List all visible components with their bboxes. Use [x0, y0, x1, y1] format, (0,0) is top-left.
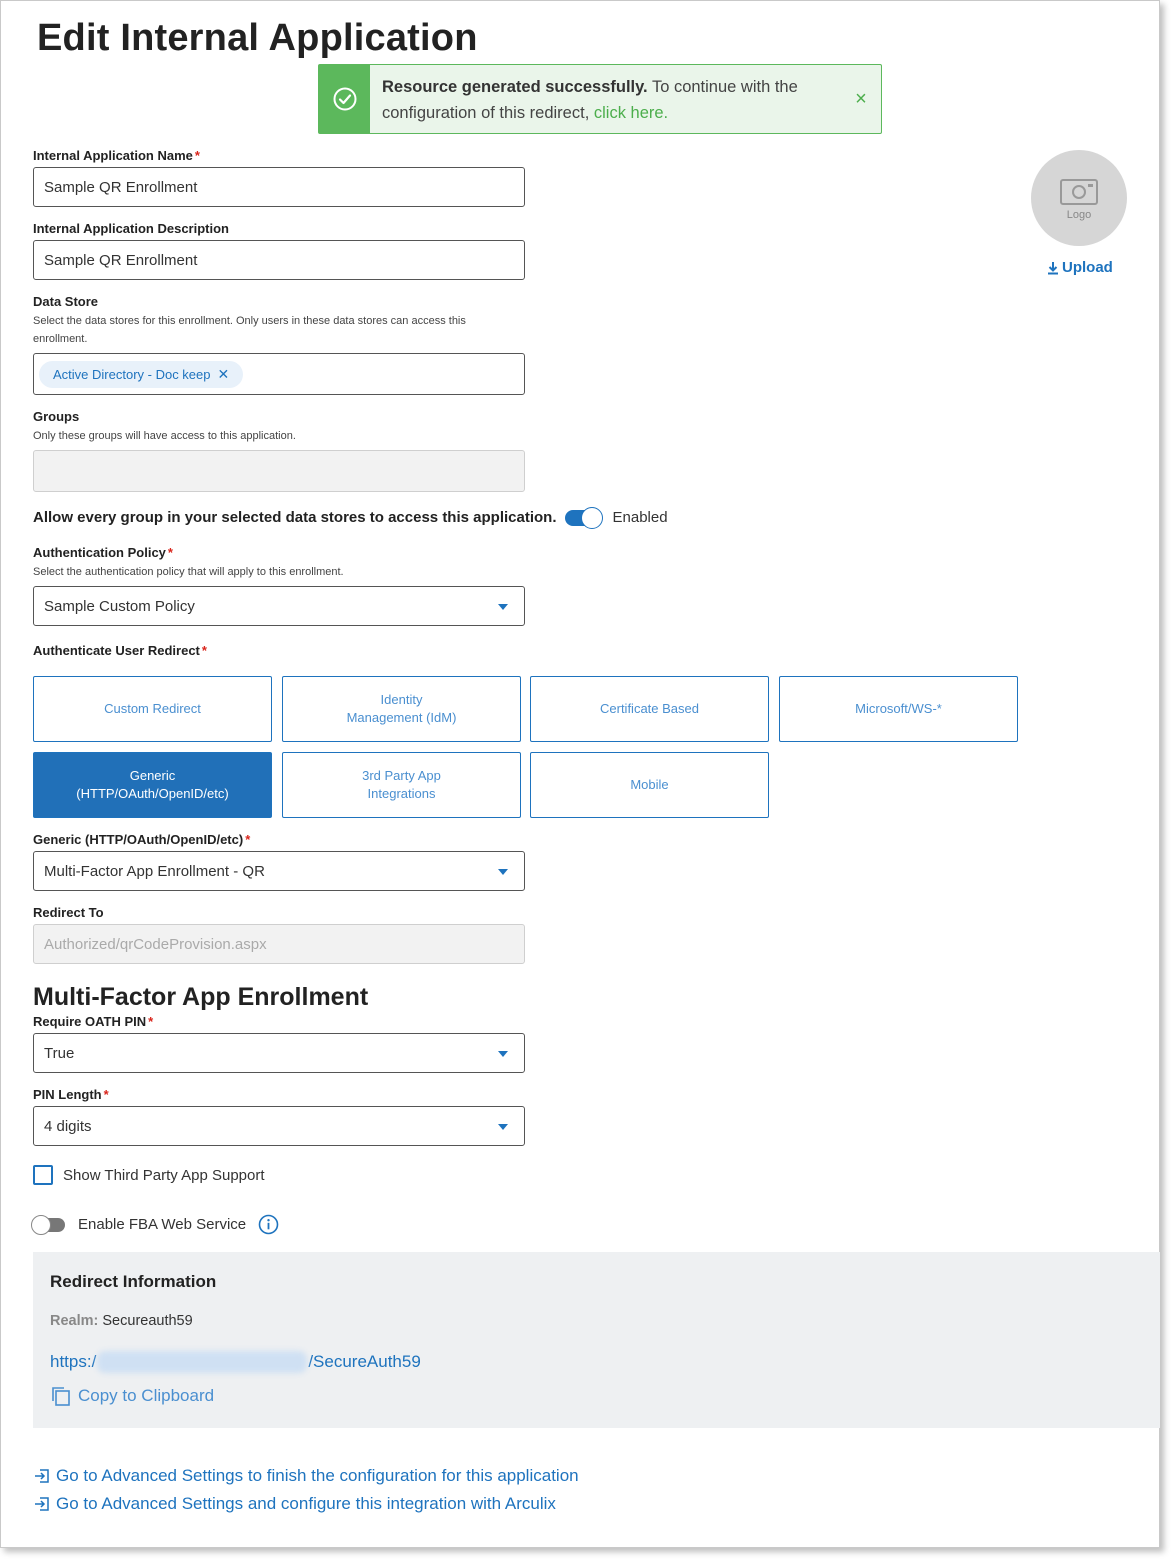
data-store-select[interactable]	[33, 353, 525, 395]
pin-length-label: PIN Length *	[33, 1087, 109, 1102]
redacted-host	[97, 1351, 307, 1373]
arculix-settings-link[interactable]: Go to Advanced Settings and configure this integration with Arculix	[34, 1494, 556, 1514]
generic-select[interactable]: Multi-Factor App Enrollment - QR	[33, 851, 525, 891]
auth-policy-label: Authentication Policy *	[33, 545, 173, 560]
allow-all-groups-row	[33, 509, 668, 526]
info-icon[interactable]	[258, 1214, 279, 1235]
app-name-label: Internal Application Name *	[33, 148, 200, 163]
chip-remove-icon[interactable]: ✕	[217, 365, 230, 382]
app-description-label: Internal Application Description	[33, 221, 229, 236]
redirect-option-third-party[interactable]: 3rd Party App Integrations	[282, 752, 521, 818]
camera-icon	[1059, 176, 1099, 206]
fba-label: Enable FBA Web Service	[78, 1216, 247, 1233]
success-check-icon	[319, 65, 370, 133]
app-name-input[interactable]: Sample QR Enrollment	[33, 167, 525, 207]
realm-text: Realm: Secureauth59	[50, 1313, 193, 1329]
fba-row	[33, 1214, 279, 1235]
redirect-option-idm[interactable]: Identity Management (IdM)	[282, 676, 521, 742]
allow-all-groups-state: Enabled	[612, 509, 668, 526]
redirect-to-label: Redirect To	[33, 905, 104, 920]
app-description-input[interactable]: Sample QR Enrollment	[33, 240, 525, 280]
success-toast	[318, 64, 882, 134]
third-party-row	[33, 1165, 265, 1185]
toast-bold-text: Resource generated successfully.	[382, 78, 648, 96]
auth-policy-help: Select the authentication policy that will apply to this enrollment.	[33, 566, 344, 578]
upload-button[interactable]	[1047, 259, 1113, 276]
redirect-url-link[interactable]: https:/ /SecureAuth59	[50, 1352, 421, 1371]
toast-close-icon[interactable]: ×	[855, 87, 867, 110]
mfa-section-title: Multi-Factor App Enrollment	[33, 983, 369, 1011]
redirect-option-microsoft[interactable]: Microsoft/WS-*	[779, 676, 1018, 742]
data-store-chip: Active Directory - Doc keep ✕	[39, 361, 243, 388]
copy-icon	[50, 1385, 72, 1407]
logo-placeholder	[1031, 150, 1127, 246]
fba-toggle[interactable]	[33, 1218, 65, 1232]
chevron-down-icon	[498, 1051, 508, 1057]
data-store-help: Select the data stores for this enrollment. Only users in these data stores can access this enrollment.	[33, 315, 466, 345]
pin-length-select[interactable]: 4 digits	[33, 1106, 525, 1146]
toast-click-here-link[interactable]: click here.	[593, 104, 669, 122]
enter-icon	[34, 1468, 50, 1484]
redirect-info-title: Redirect Information	[50, 1272, 217, 1291]
enter-icon	[34, 1496, 50, 1512]
chevron-down-icon	[498, 604, 508, 610]
generic-label: Generic (HTTP/OAuth/OpenID/etc) *	[33, 832, 251, 847]
redirect-info-panel	[33, 1252, 1160, 1428]
groups-label: Groups	[33, 409, 80, 424]
allow-all-groups-toggle[interactable]	[565, 510, 601, 526]
allow-all-groups-label: Allow every group in your selected data stores to access this application.	[33, 509, 557, 526]
copy-to-clipboard-button[interactable]: Copy to Clipboard	[50, 1385, 214, 1407]
third-party-label: Show Third Party App Support	[63, 1166, 265, 1184]
chevron-down-icon	[498, 1124, 508, 1130]
data-store-label: Data Store	[33, 294, 99, 309]
advanced-settings-link[interactable]: Go to Advanced Settings to finish the configuration for this application	[34, 1466, 579, 1486]
groups-select	[33, 450, 525, 492]
download-icon	[1047, 261, 1059, 275]
third-party-checkbox[interactable]	[33, 1165, 53, 1185]
require-pin-label: Require OATH PIN *	[33, 1014, 154, 1029]
groups-help: Only these groups will have access to this application.	[33, 430, 296, 442]
redirect-option-certificate[interactable]: Certificate Based	[530, 676, 769, 742]
redirect-option-mobile[interactable]: Mobile	[530, 752, 769, 818]
toast-message	[370, 65, 841, 133]
upload-label: Upload	[1062, 259, 1113, 276]
require-pin-select[interactable]: True	[33, 1033, 525, 1073]
auth-policy-select[interactable]: Sample Custom Policy	[33, 586, 525, 626]
page-title: Edit Internal Application	[37, 17, 478, 59]
logo-label: Logo	[1066, 208, 1092, 221]
chevron-down-icon	[498, 869, 508, 875]
toast-body-text: To continue with the configuration of this redirect,	[382, 78, 798, 122]
redirect-to-input: Authorized/qrCodeProvision.aspx	[33, 924, 525, 964]
redirect-option-custom[interactable]: Custom Redirect	[33, 676, 272, 742]
redirect-option-generic[interactable]: Generic (HTTP/OAuth/OpenID/etc)	[33, 752, 272, 818]
auth-redirect-label: Authenticate User Redirect *	[33, 643, 207, 658]
